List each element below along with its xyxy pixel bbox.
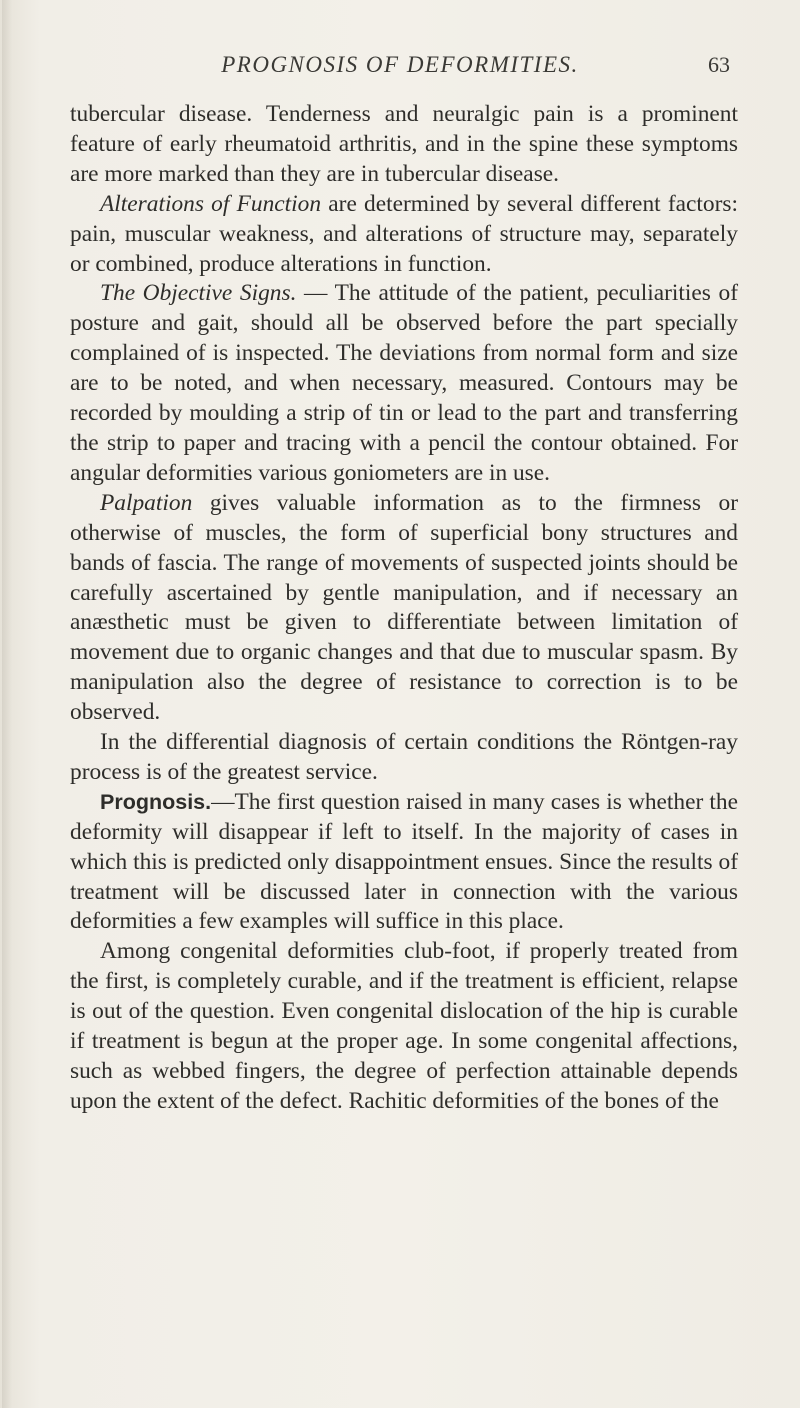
paragraph-6-lead: Prognosis. bbox=[100, 789, 212, 814]
paragraph-1 bbox=[70, 100, 738, 190]
body-text bbox=[70, 100, 738, 1117]
paragraph-7-text: Among congenital deformities club-foot, if properly treated from the first, is completely curable, and if the treatment is efficient, relapse is out of the question. Even congenital dislocation of the hip is curable if treatment is begun at the proper age. In some congenital affections, such as webbed fingers, the degree of perfection attainable depends upon the extent of the defect. Rachitic deformities of the bones of the bbox=[70, 938, 738, 1114]
paragraph-1-text: tubercular disease. Tenderness and neuralgic pain is a prominent feature of early rheumatoid arthritis, and in the spine these symptoms are more marked than they are in tubercular disease. bbox=[70, 101, 738, 187]
paragraph-6-text: —The first question raised in many cases is whether the deformity will disappear if left to itself. In the majority of cases in which this is predicted only disappointment ensues. Since the results of treatment will be discussed later in connection with the various deformities a few examples will suffice in this place. bbox=[70, 788, 738, 935]
paragraph-4-text: gives valuable information as to the firmness or otherwise of muscles, the form of superficial bony structures and bands of fascia. The range of movements of suspected joints should be carefully ascertained by gentle manipulation, and if necessary an anæsthetic must be given to differentiate between limitation of movement due to organic changes and that due to muscular spasm. By manipulation also the degree of resistance to correction is to be observed. bbox=[70, 489, 738, 726]
paragraph-2-lead: Alterations of Function bbox=[100, 190, 322, 217]
paragraph-3-lead: The Objective Signs. bbox=[100, 280, 297, 307]
paragraph-2-text: are determined by several different factors: pain, muscular weakness, and alterations of structure may, separately or combined, produce alterations in function. bbox=[70, 190, 738, 277]
paragraph-palpation bbox=[70, 489, 738, 728]
page-gutter-shadow bbox=[2, 0, 12, 1408]
running-title: PROGNOSIS OF DEFORMITIES. bbox=[221, 52, 579, 77]
paragraph-3-text: — The attitude of the patient, peculiarities of posture and gait, should all be observed before the part specially complained of is inspected. The deviations from normal form and size are to be noted, and when necessary, measured. Contours may be recorded by moulding a strip of tin or lead to the part and transferring the strip to paper and tracing with a pencil the contour obtained. For angular deformities various goniometers are in use. bbox=[70, 280, 738, 486]
paragraph-prognosis bbox=[70, 788, 738, 938]
paragraph-congenital-deformities bbox=[70, 937, 738, 1116]
page-header bbox=[0, 52, 800, 86]
paragraph-objective-signs bbox=[70, 279, 738, 488]
paragraph-5-text: In the differential diagnosis of certain conditions the Röntgen-ray process is of the greatest service. bbox=[70, 729, 738, 785]
paragraph-rontgen-ray bbox=[70, 728, 738, 788]
paragraph-4-lead: Palpation bbox=[100, 489, 193, 516]
paragraph-alterations-of-function bbox=[70, 190, 738, 280]
page-number: 63 bbox=[708, 52, 730, 77]
